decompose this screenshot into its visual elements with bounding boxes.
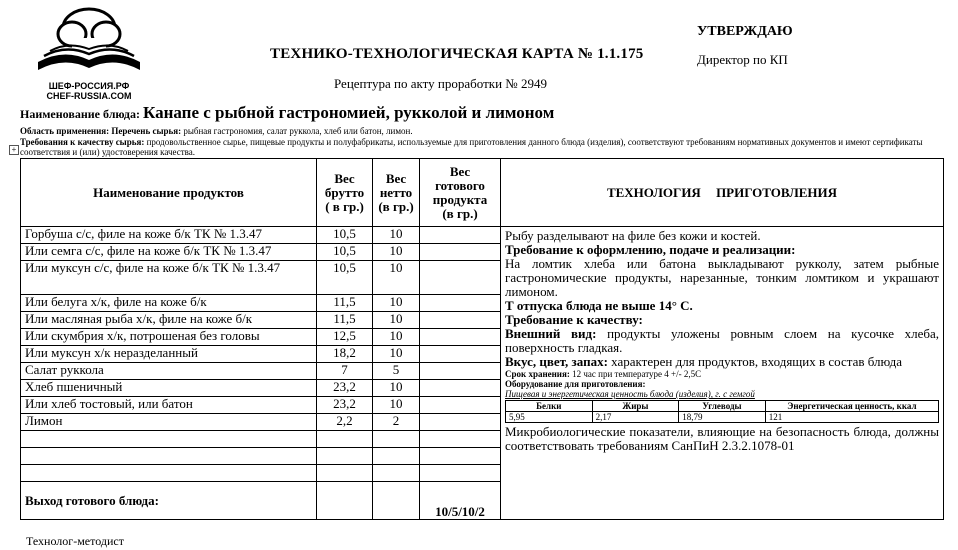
table-move-handle-icon[interactable]: + (9, 145, 19, 155)
product-net: 5 (373, 363, 420, 380)
tech-appearance: Внешний вид: продукты уложены ровным слоем на кусочке хлеба, поверхность гладкая. (505, 326, 939, 355)
product-gross: 23,2 (317, 380, 373, 397)
product-ready (420, 295, 501, 312)
product-net: 10 (373, 380, 420, 397)
product-ready (420, 346, 501, 363)
tech-quality-heading: Требование к качеству: (505, 312, 643, 327)
product-net: 10 (373, 312, 420, 329)
dish-title: Канапе с рыбной гастрономией, рукколой и лимоном (142, 103, 555, 122)
product-name: Или муксун х/к неразделанный (21, 346, 317, 363)
product-ready (420, 244, 501, 261)
scope-text (20, 126, 940, 136)
nutrition-table (505, 400, 939, 423)
product-net: 10 (373, 346, 420, 363)
product-gross: 10,5 (317, 261, 373, 295)
product-gross: 2,2 (317, 414, 373, 431)
product-name: Лимон (21, 414, 317, 431)
dish-label: Наименование блюда: (20, 107, 143, 121)
product-gross: 10,5 (317, 227, 373, 244)
product-gross: 10,5 (317, 244, 373, 261)
header-ready: Вес готового продукта (в гр.) (420, 159, 501, 227)
product-ready (420, 414, 501, 431)
scope-value: рыбная гастрономия, салат руккола, хлеб или батон, лимон. (183, 126, 413, 136)
product-gross: 7 (317, 363, 373, 380)
product-gross: 11,5 (317, 295, 373, 312)
table-row (21, 227, 944, 244)
product-name: Салат руккола (21, 363, 317, 380)
product-name: Хлеб пшеничный (21, 380, 317, 397)
header-gross: Вес брутто ( в гр.) (317, 159, 373, 227)
tech-storage: Срок хранения: 12 час при температуре 4 +/- 2,5С (505, 369, 702, 379)
nutrition-values-row: 5,95 2,17 18,79 121 (506, 412, 939, 423)
product-name: Или скумбрия х/к, потрошеная без головы (21, 329, 317, 346)
product-ready (420, 329, 501, 346)
product-ready (420, 380, 501, 397)
recipe-act: Рецептура по акту проработки № 2949 (334, 76, 547, 91)
table-header-row (21, 159, 944, 227)
product-ready (420, 312, 501, 329)
product-net: 10 (373, 295, 420, 312)
scope-label: Область применения: Перечень сырья: (20, 126, 184, 136)
tech-serving-text: На ломтик хлеба или батона выкладывают рукколу, затем рыбные гастрономические продукты, нарезанные, тонким ломтиком и украшают лимоном. (505, 256, 939, 299)
product-ready (420, 261, 501, 295)
product-ready (420, 397, 501, 414)
product-name: Или хлеб тостовый, или батон (21, 397, 317, 414)
recipe-table (20, 158, 944, 520)
logo-line2: CHEF-RUSSIA.COM (46, 91, 132, 101)
director-label: Директор по КП (697, 52, 788, 67)
product-gross: 18,2 (317, 346, 373, 363)
nutrition-header-row: Белки Жиры Углеводы Энергетическая ценность, ккал (506, 401, 939, 412)
product-net: 10 (373, 227, 420, 244)
product-ready (420, 227, 501, 244)
logo (30, 4, 148, 102)
approve-label: УТВЕРЖДАЮ (697, 24, 793, 39)
yield-label: Выход готового блюда: (21, 482, 317, 520)
quality-text (20, 137, 940, 157)
product-name: Или муксун с/с, филе на коже б/к ТК № 1.3.47 (21, 261, 317, 295)
product-name: Или семга с/с, филе на коже б/к ТК № 1.3.47 (21, 244, 317, 261)
tech-serving-heading: Требование к оформлению, подаче и реализации: (505, 242, 796, 257)
product-name: Горбуша с/с, филе на коже б/к ТК № 1.3.47 (21, 227, 317, 244)
technology-cell (501, 227, 944, 520)
dish-name (20, 103, 554, 123)
quality-label: Требования к качеству сырья: (20, 137, 147, 147)
product-gross: 23,2 (317, 397, 373, 414)
product-net: 10 (373, 244, 420, 261)
product-ready (420, 363, 501, 380)
header-product: Наименование продуктов (21, 159, 317, 227)
chef-hat-book-icon (30, 4, 148, 76)
technologist-signature: Технолог-методист (26, 534, 124, 548)
product-net: 10 (373, 397, 420, 414)
logo-line1: ШЕФ-РОССИЯ.РФ (48, 81, 130, 91)
header-net: Вес нетто (в гр.) (373, 159, 420, 227)
tech-step: Рыбу разделывают на филе без кожи и костей. (505, 228, 761, 243)
nutrition-title: Пищевая и энергетическая ценность блюда (изделия), г. с гемгой (505, 389, 755, 399)
product-name: Или белуга х/к, филе на коже б/к (21, 295, 317, 312)
tech-temperature: Т отпуска блюда не выше 14° С. (505, 298, 693, 313)
product-gross: 12,5 (317, 329, 373, 346)
yield-value: 10/5/10/2 (420, 482, 501, 520)
tech-microbiology: Микробиологические показатели, влияющие на безопасность блюда, должны соответствовать требованиям СанПиН 2.3.2.1078-01 (505, 424, 939, 453)
tech-equipment: Оборудование для приготовления: (505, 379, 646, 389)
product-net: 10 (373, 261, 420, 295)
header-technology: ТЕХНОЛОГИЯ ПРИГОТОВЛЕНИЯ (501, 159, 944, 227)
product-net: 10 (373, 329, 420, 346)
product-name: Или масляная рыба х/к, филе на коже б/к (21, 312, 317, 329)
product-gross: 11,5 (317, 312, 373, 329)
page-title: ТЕХНИКО-ТЕХНОЛОГИЧЕСКАЯ КАРТА № 1.1.175 (270, 46, 644, 62)
product-net: 2 (373, 414, 420, 431)
tech-taste: Вкус, цвет, запах: характерен для продуктов, входящих в состав блюда (505, 354, 902, 369)
quality-value: продовольственное сырье, пищевые продукты и полуфабрикаты, используемые для приготовления данного блюда (изделия), соответствуют требованиям нормативных документов и имеют сертификаты соответствия и (или) удостоверения качества. (20, 137, 923, 157)
